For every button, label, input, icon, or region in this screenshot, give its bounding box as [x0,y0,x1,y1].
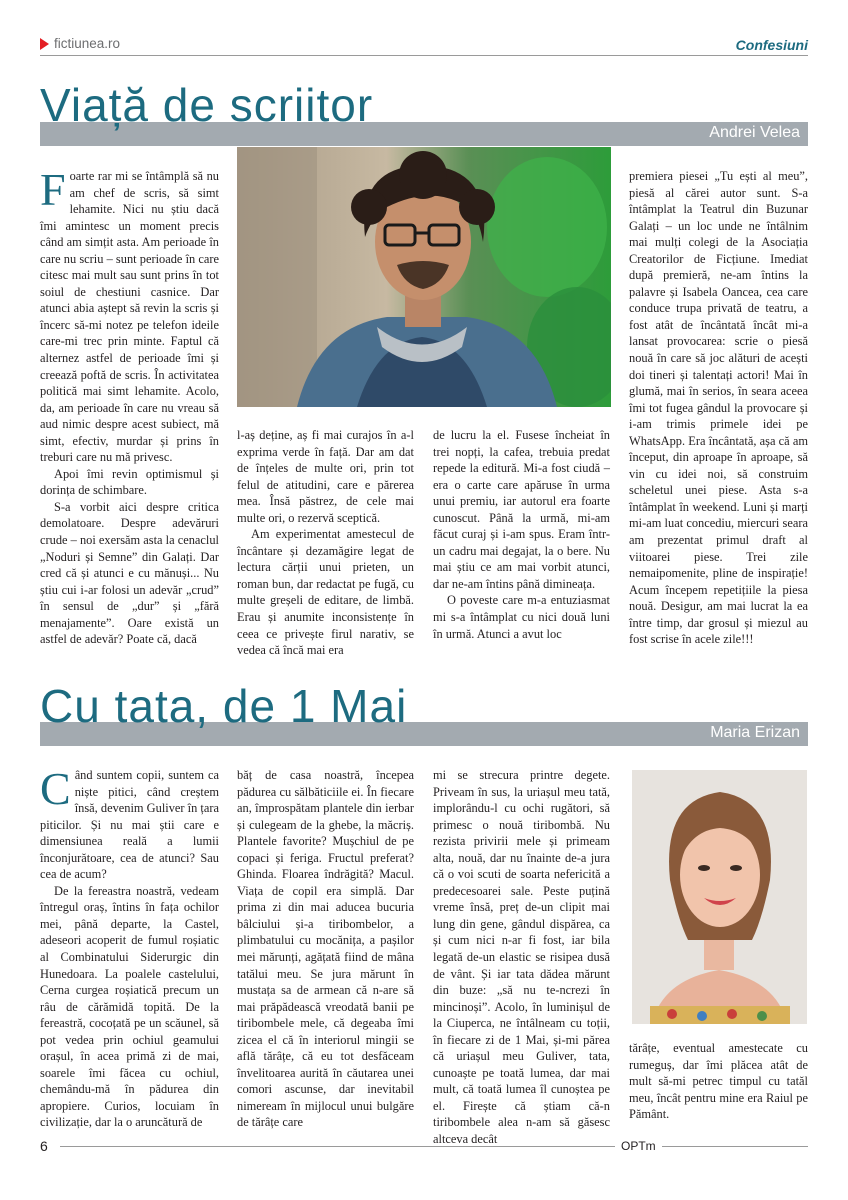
article1-paragraph: l-aș deține, aș fi mai curajos în a-l exprima verde în față. Dar am dat de înțeles de multe ori, prin tot felul de atitudini, care e părerea mea. Însă păstrez, de cele mai multe ori, o rezervă sceptică. [237,428,414,525]
article1-column-4 [629,168,808,648]
header-divider [40,55,808,56]
article1-paragraph: Foarte rar mi se întâmplă să nu am chef de scris, să simt lehamite. Nici nu știu dacă îmi amintesc un moment precis când am simțit asta. Am perioade în care nu scriu – sunt perioade în care citesc mai mult sau sunt prins în tot soiul de chestiuni casnice. Dar atunci abia aștept să revin la scris și încerc să-mi notez pe telefon ideile care-mi trec prin minte. Faptul că alternez astfel de perioade îmi și creează poftă de scris. În activitatea politică mai simt lehamite. Acolo, da, am perioade în care nu vreau să aud nimic despre acest subiect, mă simt, efectiv, murdar și prins în treburi care nu mă privesc. [40,164,219,465]
article2-column-2 [237,767,414,1131]
magazine-name: OPTm [615,1139,662,1153]
article1-paragraph: de lucru la el. Fusese încheiat în trei nopți, la cafea, trebuia predat repede la editură. Mi-a fost ciudă – era o carte care apăruse în urma unui premiu, iar autorul era foarte cunoscut. Până la urmă, mi-am făcut curaj și i-am spus. Eram într-un cadru mai degajat, la o bere. Nu mai știu ce am mai vorbit atunci, dar ne-am întins până dimineața. [433,428,610,591]
page-number: 6 [40,1138,48,1154]
article2-dropcap: C [40,763,71,814]
article1-paragraph: premiera piesei „Tu ești al meu”, piesă al cărei autor sunt. S-a întâmplat la Teatrul din Buzunar Galați – un loc unde ne întâlnim mai mulți colegi de la Asociația Creatorilor de Ficțiune. Imediat după premieră, ne-am întins la palavre și Isabela Oancea, cea care conduce trupa privată de teatru, a fost atât de încântată încât mi-a lansat provocarea: scrie o piesă nouă în care să joc alături de acești doi tineri și talentați actori! Mai în glumă, mai în serios, în seara aceea îmi tot fugea gândul la provocare și i-am trimis primele idei pe WhatsApp. Era încântată, așa că am început, din aproape în aproape, să vin cu idei noi, să construim scheletul unei piese. Asta s-a întâmplat în weekend. Luni și marți mi-am luat concediu, miercuri seara am prezentat primul draft al viitoarei piese. Trei zile nemaipomenite, pline de inspirație! Acum începem repetițiile la piesa nouă. Desigur, am mai lucrat la ea între timp, dar grosul și miezul au fost scrise în acele zile!!! [629,169,808,647]
article1-paragraph: Apoi îmi revin optimismul și dorința de schimbare. [40,466,219,498]
article2-column-1 [40,763,219,1131]
article2-column-3 [433,767,610,1148]
arrow-icon [40,38,49,50]
article2-column-4 [629,1040,808,1123]
article1-column-2 [237,427,414,659]
article2-paragraph: mi se strecura printre degete. Priveam în sus, la uriașul meu tată, implorându-l cu ochi rugători, să primesc o nouă tiribombă. Nu rezista privirii mele și primeam alta, nouă, dar nu înainte de-a jura că o voi scuti de soarta nefericită a predecesoarei sale. Peste puțină vreme însă, preț de-un clipit mai lung din gene, gândul dispărea, ca și cum nici n-ar fi fost, iar bila legată de-un elastic se risipea dusă de vânt. Și iar tata dădea mărunt din buze: „să nu te-ncrezi în mincinoși”. Acolo, în luminișul de la Ciuperca, ne întâlneam cu toții, în fiecare zi de 1 Mai, și-mi părea că uriașul meu Guliver, tata, cunoaște pe toată lumea, dar mai mult, că toată lumea îl cunoștea pe el. Firește că știam că-n tiribombele alea n-am să găsesc altceva decât [433,768,610,1147]
article2-paragraph: tărâțe, eventual amestecate cu rumeguș, dar îmi plăcea atât de mult să-mi petrec timpul cu tatăl meu, încât pentru mine era Raiul pe Pământ. [629,1041,808,1122]
article1-column-3 [433,427,610,642]
author-photo-maria-erizan [632,770,807,1024]
article1-column-1 [40,164,219,648]
article1-paragraph: S-a vorbit aici despre critica demolatoare. Despre adevăruri crude – noi exersăm asta la cenaclul „Noduri și Semne” din Galați. Dar cred că și atunci e cu mănuși... Nu știu cui i-ar folosi un adevăr „crud” în sensul de „dur” și „fără menajamente”. Oare există un astfel de adevăr? Poate că, dacă [40,499,219,647]
footer-divider [60,1146,808,1147]
article1-title: Viață de scriitor [40,79,374,131]
article1-paragraph: O poveste care m-a entuziasmat mi s-a întâmplat cu nici două luni în urmă. Atunci a avut loc [433,593,610,641]
article2-paragraph: băț de casa noastră, începea pădurea cu sălbăticiile ei. În fiecare an, împrospătam plantele din ierbar și culegeam de la ghebe, la măcriș. Plantele favorite? Mușchiul de pe copaci și feriga. Fructul preferat? Ghinda. Floarea îndrăgită? Macul. Viața de copil era simplă. Dar prima zi din mai aducea bucuria bâlciului și-a tiribombelor, a plimbatului cu mocănița, a pașilor mei mărunți, agățată fiind de mâna tatălui meu. Se jura mărunt în mustața sa de armean că n-are să mai prăpădească vreodată banii pe tiribombele mele, că degeaba îmi zicea el că în interiorul mingii se află tărâțe, că eu tot desfăceam învelitoarea aurită în căutarea unei comori ascunse, dar inevitabil nimeream în mijlocul unui bulgăre de tărâțe care [237,768,414,1130]
article1-paragraph: Am experimentat amestecul de încântare și dezamăgire legat de lectura cărții unui prieten, un roman bun, dar redactat pe fugă, cu multe greșeli de editare, de limbă. Erau și anumite inconsistențe în ceea ce privește firul narativ, se vedea că încă mai era [237,527,414,658]
article1-dropcap: F [40,164,66,215]
article2-title: Cu tata, de 1 Mai [40,680,408,732]
article2-author: Maria Erizan [710,724,800,741]
article1-author: Andrei Velea [709,124,800,141]
article2-paragraph: Când suntem copii, suntem ca niște pitici, când creștem însă, devenim Guliver în țara piticilor. Și nu mai știi care e dimensiunea reală a lumii înconjurătoare, cea de atunci? Sau cea de acum? [40,763,219,882]
article2-paragraph: De la fereastra noastră, vedeam întregul oraș, întins în fața ochilor mei, până departe, la Castel, adeseori acoperit de fumul roșiatic al Combinatului Siderurgic din Hunedoara. La poalele castelului, Cerna curgea roșiatică precum un râu de cărămidă topită. De la fereastră, cocoțată pe un scăunel, să pot vedea prin ochiul geamului orașul, în acea primă zi de mai, soarele îmi făcea cu ochiul, chemându-mă în pădurea din apropiere. Curios, locuiam în civilizație, dar la o aruncătură de [40,883,219,1130]
site-name[interactable] [40,36,120,51]
section-label: Confesiuni [735,37,808,53]
site-name-text: fictiunea.ro [54,36,121,51]
author-photo-andrei-velea [237,147,611,407]
